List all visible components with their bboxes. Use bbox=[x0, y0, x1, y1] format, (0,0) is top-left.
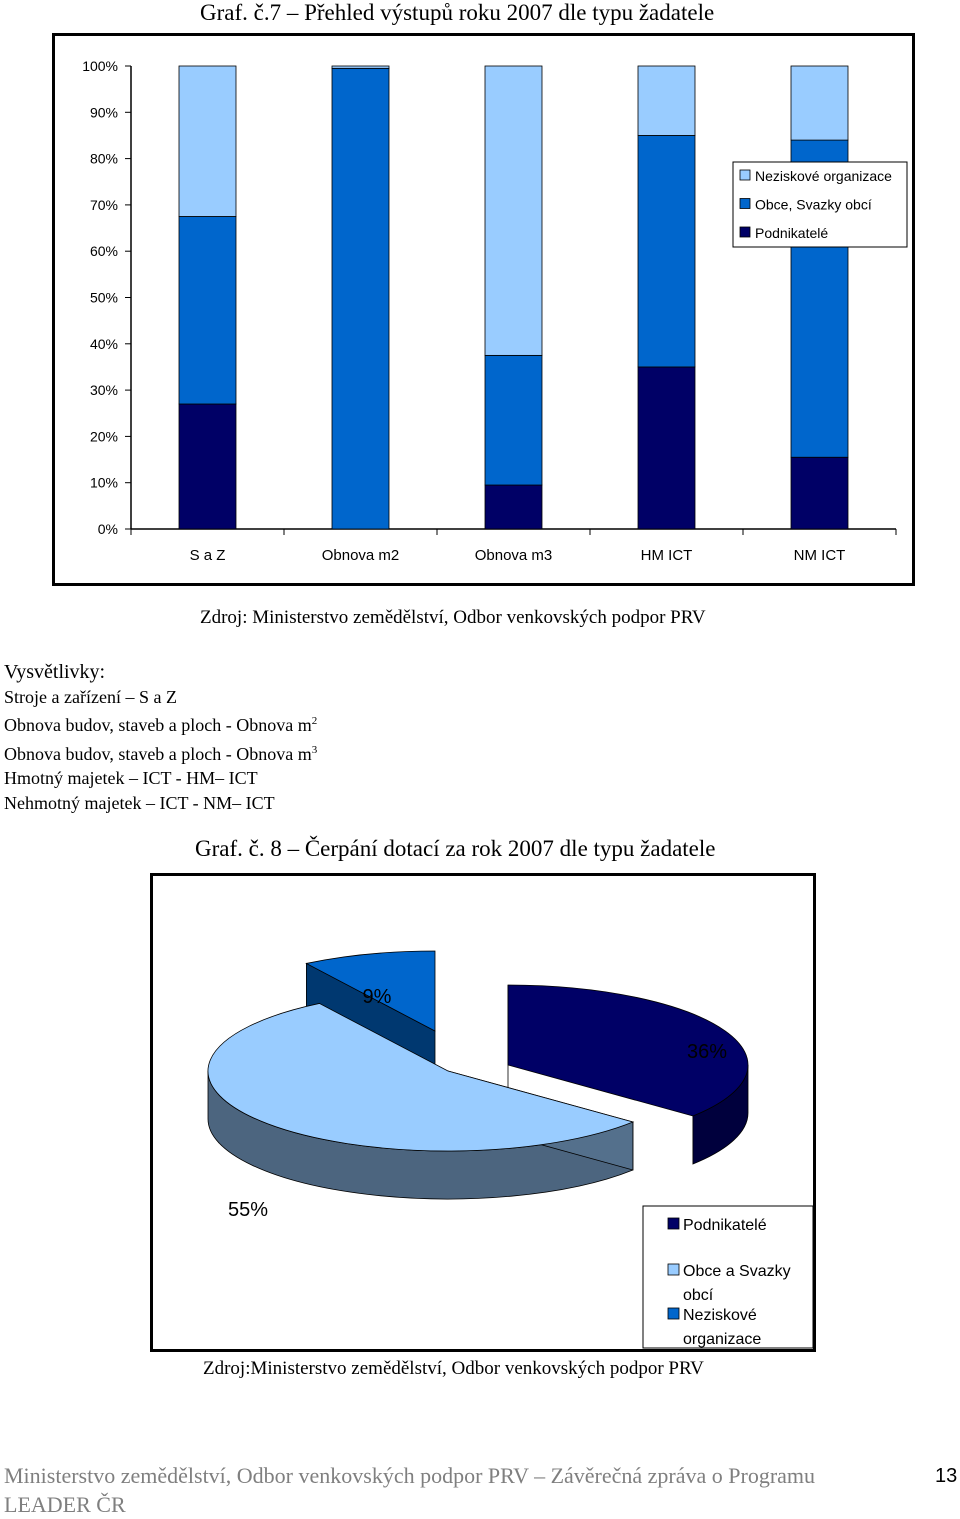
legend-swatch bbox=[668, 1218, 679, 1229]
bar-segment bbox=[485, 66, 542, 355]
explanation-line: Stroje a zařízení – S a Z bbox=[4, 686, 177, 707]
chart2-source: Zdroj:Ministerstvo zemědělství, Odbor venkovských podpor PRV bbox=[203, 1358, 704, 1379]
y-tick-label: 70% bbox=[89, 196, 118, 213]
bar-segment bbox=[332, 66, 389, 68]
bar-segment bbox=[179, 404, 236, 529]
bar-segment bbox=[485, 485, 542, 529]
pie-chart bbox=[153, 876, 813, 1349]
legend-label: Neziskové organizace bbox=[683, 1307, 762, 1348]
bar-segment bbox=[485, 355, 542, 485]
legend-swatch bbox=[740, 199, 750, 209]
bar-segment bbox=[638, 135, 695, 367]
pie-data-label: 36% bbox=[686, 1041, 728, 1063]
page-footer: Ministerstvo zemědělství, Odbor venkovských podpor PRV – Závěrečná zpráva o Programu LEADER ČR bbox=[4, 1463, 816, 1517]
chart1-title: Graf. č.7 – Přehled výstupů roku 2007 dle typu žadatele bbox=[200, 0, 715, 25]
bar-segment bbox=[179, 216, 236, 404]
explanation-line: Obnova budov, staveb a ploch - Obnova $m^2$ bbox=[4, 715, 318, 735]
x-tick-label: NM ICT bbox=[793, 547, 846, 564]
chart1-source: Zdroj: Ministerstvo zemědělství, Odbor venkovských podpor PRV bbox=[200, 607, 706, 628]
stacked-bar-chart bbox=[55, 36, 912, 583]
legend-swatch bbox=[740, 227, 750, 237]
legend-swatch bbox=[668, 1308, 679, 1319]
y-tick-label: 0% bbox=[97, 521, 118, 537]
legend-label: Obce, Svazky obcí bbox=[755, 196, 872, 213]
explanation-line: Hmotný majetek – ICT - HM– ICT bbox=[4, 768, 258, 788]
legend-label: Neziskové organizace bbox=[755, 168, 892, 184]
chart2-title: Graf. č. 8 – Čerpání dotací za rok 2007 dle typu žadatele bbox=[195, 836, 716, 861]
y-tick-label: 90% bbox=[89, 104, 118, 121]
explanations bbox=[4, 660, 317, 815]
x-tick-label: HM ICT bbox=[640, 547, 693, 564]
chart1-frame bbox=[52, 33, 915, 586]
explanation-line: Nehmotný majetek – ICT - NM– ICT bbox=[4, 792, 275, 813]
legend-label: Podnikatelé bbox=[683, 1217, 767, 1234]
bar-segment bbox=[179, 66, 236, 216]
y-tick-label: 80% bbox=[89, 150, 118, 167]
legend-label: Obce a Svazky obcí bbox=[683, 1263, 791, 1304]
x-tick-label: S a Z bbox=[189, 547, 226, 564]
bar-segment bbox=[791, 457, 848, 529]
explanation-line: Obnova budov, staveb a ploch - Obnova $m^3$ bbox=[4, 743, 318, 764]
chart2-frame bbox=[150, 873, 816, 1352]
legend-swatch bbox=[740, 170, 750, 180]
bar-segment bbox=[791, 66, 848, 140]
legend-swatch bbox=[668, 1264, 679, 1275]
bar-segment bbox=[638, 66, 695, 135]
x-tick-label: Obnova m3 bbox=[474, 547, 553, 564]
y-tick-label: 10% bbox=[89, 474, 118, 491]
pie-data-label: 9% bbox=[362, 986, 392, 1008]
pie-data-label: 55% bbox=[227, 1199, 269, 1221]
bar-segment bbox=[638, 367, 695, 529]
y-tick-label: 100% bbox=[82, 58, 118, 74]
explanations-heading: Vysvětlivky: bbox=[4, 661, 106, 683]
y-tick-label: 30% bbox=[89, 382, 118, 399]
y-tick-label: 40% bbox=[89, 335, 118, 352]
bar-segment bbox=[332, 68, 389, 529]
legend-label: Podnikatelé bbox=[755, 225, 829, 241]
y-tick-label: 20% bbox=[89, 428, 118, 445]
y-tick-label: 50% bbox=[89, 289, 118, 306]
y-tick-label: 60% bbox=[89, 243, 118, 260]
page-number: 13 bbox=[935, 1465, 958, 1487]
x-tick-label: Obnova m2 bbox=[321, 547, 400, 564]
